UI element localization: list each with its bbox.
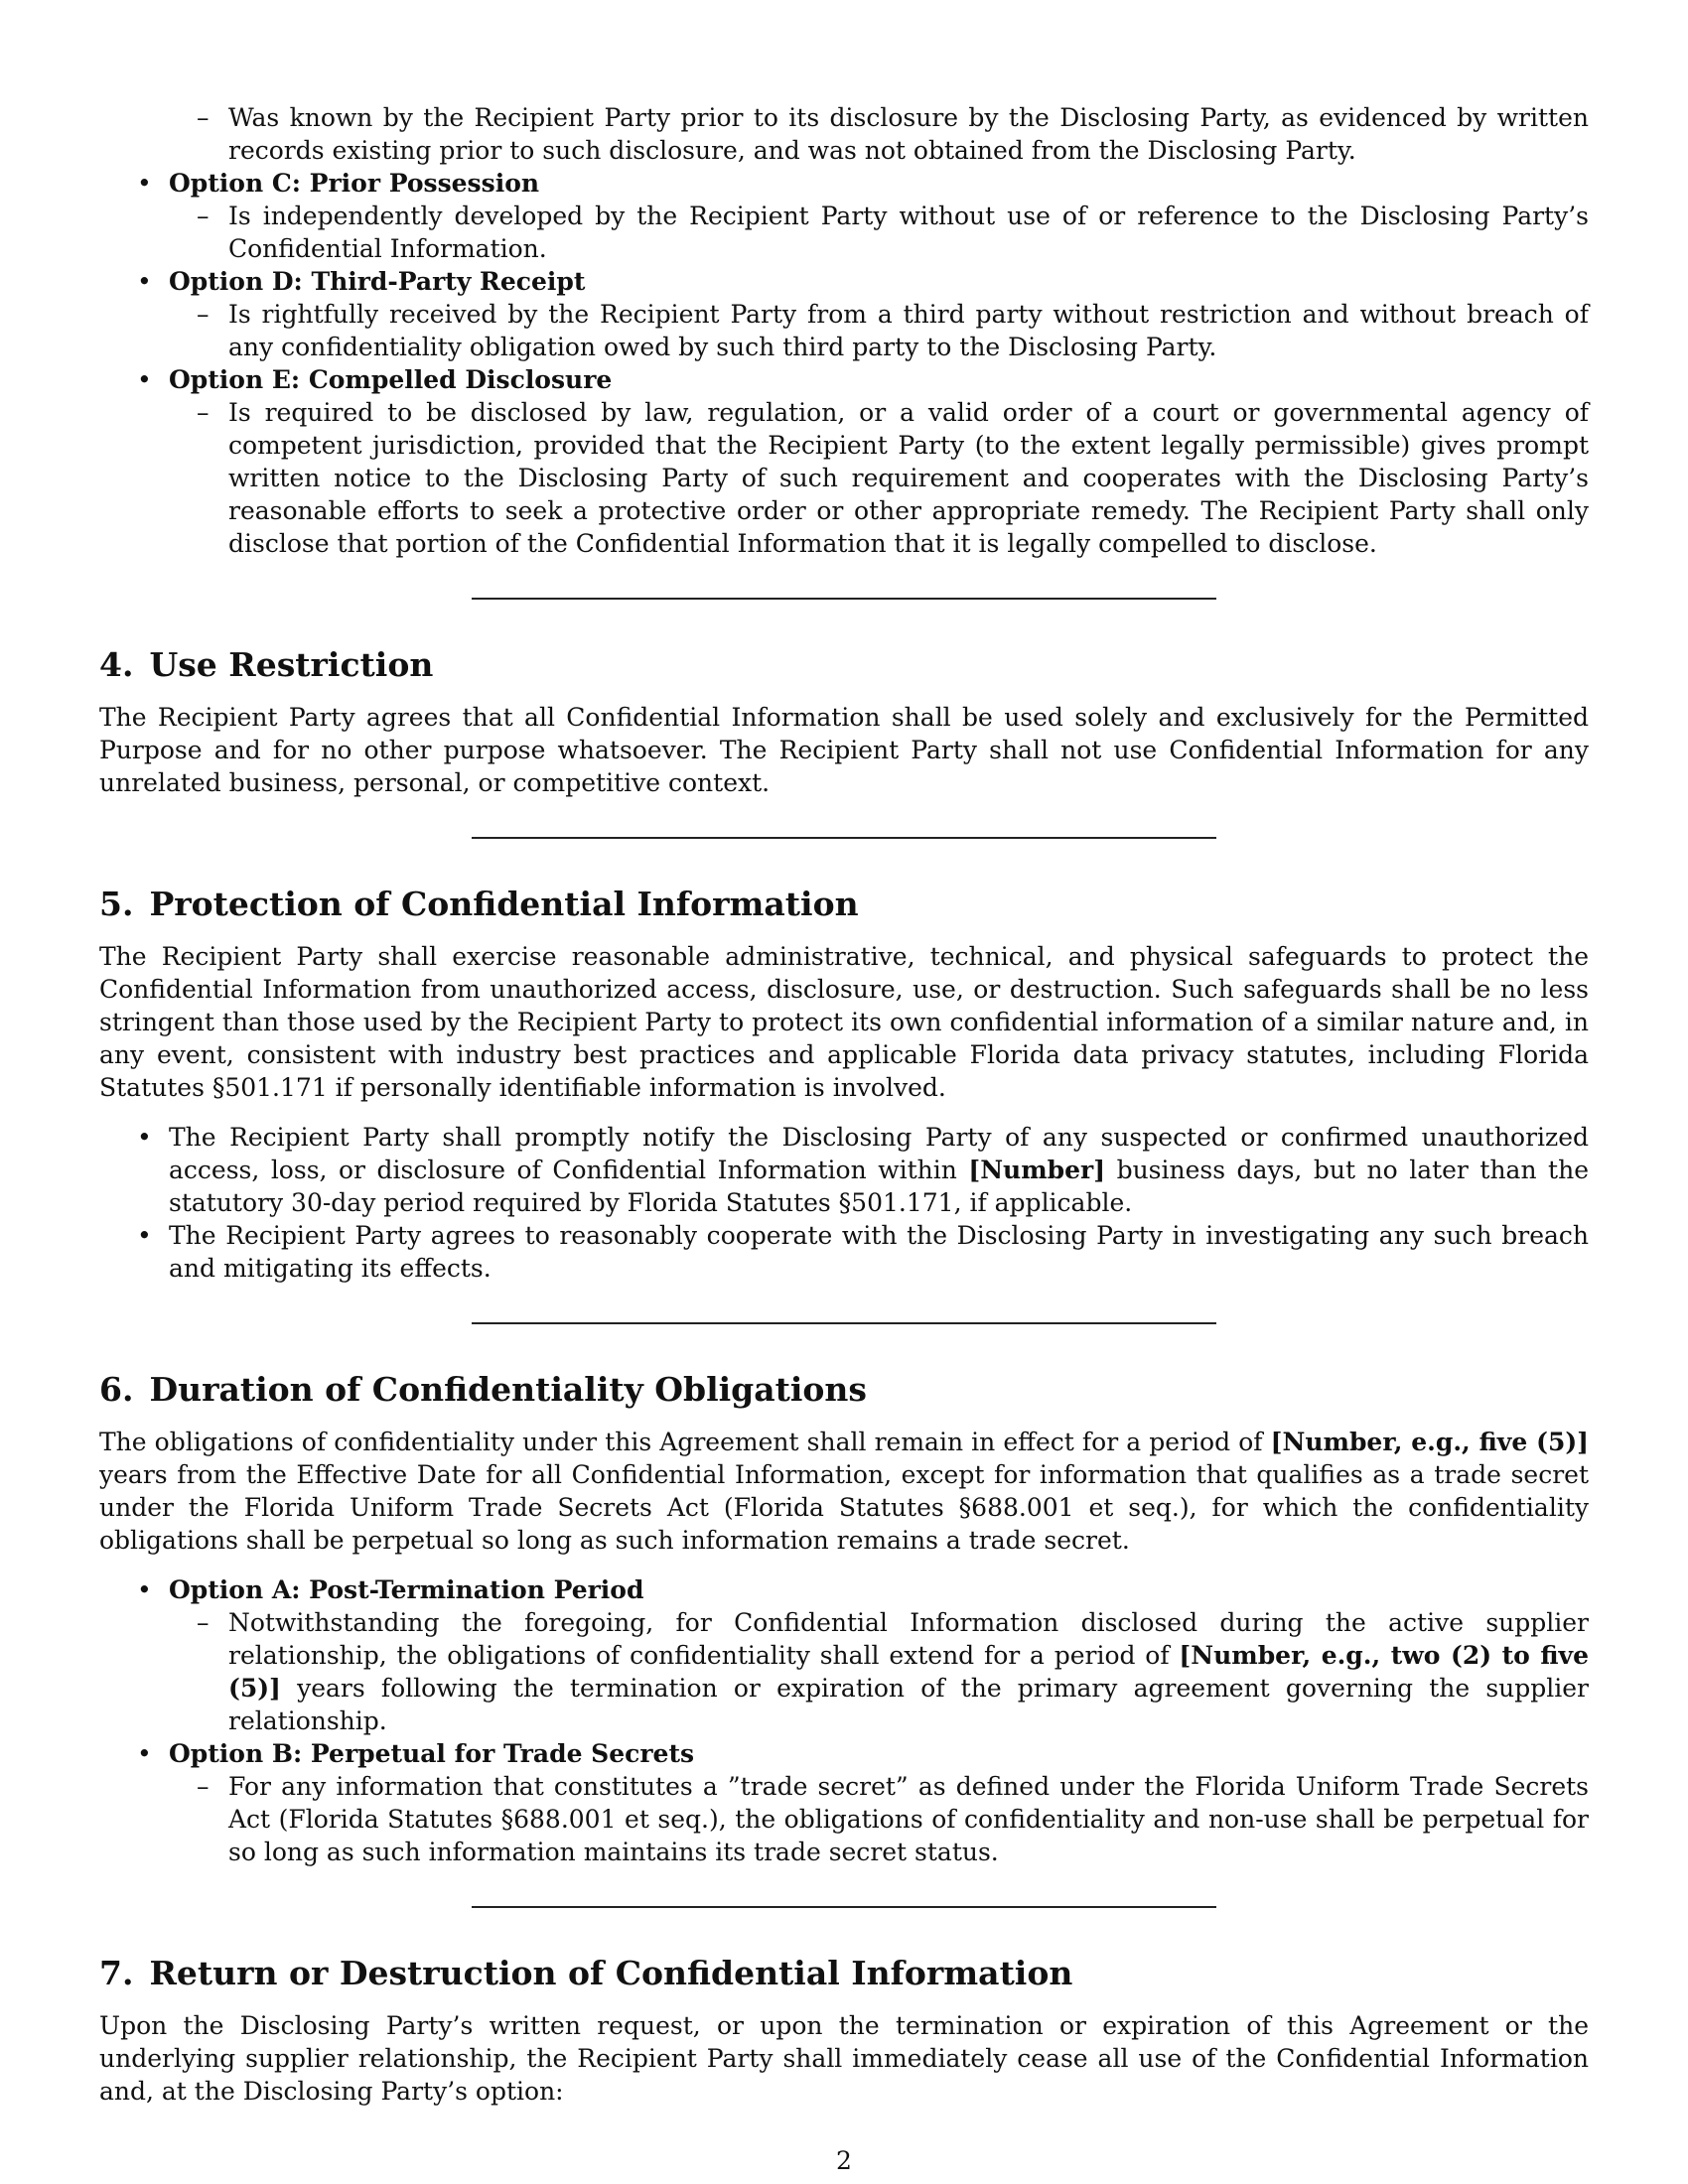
option-b-item: – Was known by the Recipient Party prior to its disclosure by the Disclosing Party, as evidenced by written records existing prior to such disclosure, and was not obtained from the Disclosing Party. — [169, 101, 1589, 167]
section-5-body: The Recipient Party shall exercise reasonable administrative, technical, and physical safeguards to protect the Confidential Information from unauthorized access, disclosure, use, or destruction. Such safeguards shall be no less stringent than those used by the Recipient Party to protect its own confidential information of a similar nature and, in any event, consistent with industry best practices and applicable Florida data privacy statutes, including Florida Statutes §501.171 if personally identifiable information is involved. — [99, 942, 1589, 1102]
option-b-item: – For any information that constitutes a ”trade secret” as defined under the Florida Uniform Trade Secrets Act (Florida Statutes §688.001 et seq.), the obligations of confidentiality and non-use shall be perpetual for so long as such information maintains its trade secret status. — [169, 1770, 1589, 1868]
section-5-list — [99, 1121, 1589, 1285]
section-4-number: 4. — [99, 645, 134, 684]
option-a-title: Option A: Post-Termination Period — [169, 1575, 644, 1604]
section-7-heading — [99, 1954, 1589, 1993]
section-6-options — [99, 1573, 1589, 1868]
document-page — [99, 101, 1589, 2108]
section-5-number: 5. — [99, 885, 134, 923]
bullet-text: The Recipient Party shall promptly notify the Disclosing Party of any suspected or confirmed unauthorized access, loss, or disclosure of Confidential Information within — [169, 1123, 1589, 1184]
section-6-title: Duration of Confidentiality Obligations — [149, 1370, 867, 1409]
section-4-body: The Recipient Party agrees that all Confidential Information shall be used solely and exclusively for the Permitted Purpose and for no other purpose whatsoever. The Recipient Party shall not use Confidential Information for any unrelated business, personal, or competitive context. — [99, 703, 1589, 797]
section-7-title: Return or Destruction of Confidential Information — [149, 1954, 1073, 1992]
list-item — [99, 1121, 1589, 1219]
option-d — [99, 265, 1589, 363]
option-a-item — [169, 1606, 1589, 1737]
option-text: Notwithstanding the foregoing, for Confidential Information disclosed during the active supplier relationship, the obligations of confidentiality shall extend for a period of — [228, 1608, 1589, 1670]
exclusions-list — [99, 101, 1589, 560]
placeholder-field: [Number] — [968, 1156, 1106, 1184]
option-b — [99, 1737, 1589, 1868]
option-d-item: – Is rightfully received by the Recipient Party from a third party without restriction and without breach of any confidentiality obligation owed by such third party to the Disclosing Party. — [169, 298, 1589, 363]
body-text: The obligations of confidentiality under this Agreement shall remain in effect for a period of — [99, 1428, 1271, 1456]
bullet-text: business days, but no later than the statutory 30-day period required by Florida Statutes §501.171, if applicable. — [169, 1156, 1589, 1217]
option-e — [99, 363, 1589, 560]
section-6-body — [99, 1426, 1589, 1557]
list-item: • The Recipient Party agrees to reasonably cooperate with the Disclosing Party in investigating any such breach and mitigating its effects. — [99, 1219, 1589, 1285]
section-7-body: Upon the Disclosing Party’s written request, or upon the termination or expiration of this Agreement or the underlying supplier relationship, the Recipient Party shall immediately cease all use of the Confidential Information and, at the Disclosing Party’s option: — [99, 2011, 1589, 2106]
section-divider — [472, 1322, 1216, 1324]
option-d-title: Option D: Third-Party Receipt — [169, 267, 586, 296]
section-4-title: Use Restriction — [149, 645, 434, 684]
option-b-title: Option B: Perpetual for Trade Secrets — [169, 1739, 695, 1768]
placeholder-field: [Number, e.g., five (5)] — [1270, 1428, 1589, 1456]
section-5-title: Protection of Confidential Information — [149, 885, 859, 923]
option-a — [99, 1573, 1589, 1737]
placeholder-field: [Number, e.g., two (2) to five (5)] — [228, 1641, 1589, 1703]
option-c-title: Option C: Prior Possession — [169, 169, 540, 198]
option-e-item: – Is required to be disclosed by law, regulation, or a valid order of a court or governmental agency of competent jurisdiction, provided that the Recipient Party (to the extent legally permissible) gives prompt written notice to the Disclosing Party of such requirement and cooperates with the Disclosing Party’s reasonable efforts to seek a protective order or other appropriate remedy. The Recipient Party shall only disclose that portion of the Confidential Information that it is legally compelled to disclose. — [169, 396, 1589, 560]
section-4-heading — [99, 645, 1589, 685]
body-text: years from the Effective Date for all Confidential Information, except for information that qualifies as a trade secret under the Florida Uniform Trade Secrets Act (Florida Statutes §688.001 et seq.), for which the confidentiality obligations shall be perpetual so long as such information remains a trade secret. — [99, 1460, 1589, 1555]
section-divider — [472, 598, 1216, 600]
section-6-number: 6. — [99, 1370, 134, 1409]
option-b-continuation — [99, 101, 1589, 167]
section-7-number: 7. — [99, 1954, 134, 1992]
section-6-heading — [99, 1370, 1589, 1410]
option-e-title: Option E: Compelled Disclosure — [169, 365, 613, 394]
option-c — [99, 167, 1589, 265]
option-text: years following the termination or expiration of the primary agreement governing the supplier relationship. — [228, 1674, 1589, 1735]
section-divider — [472, 837, 1216, 839]
section-5-heading — [99, 885, 1589, 924]
page-number: 2 — [836, 2146, 852, 2175]
option-c-item: – Is independently developed by the Recipient Party without use of or reference to the Disclosing Party’s Confidential Information. — [169, 200, 1589, 265]
section-divider — [472, 1906, 1216, 1908]
